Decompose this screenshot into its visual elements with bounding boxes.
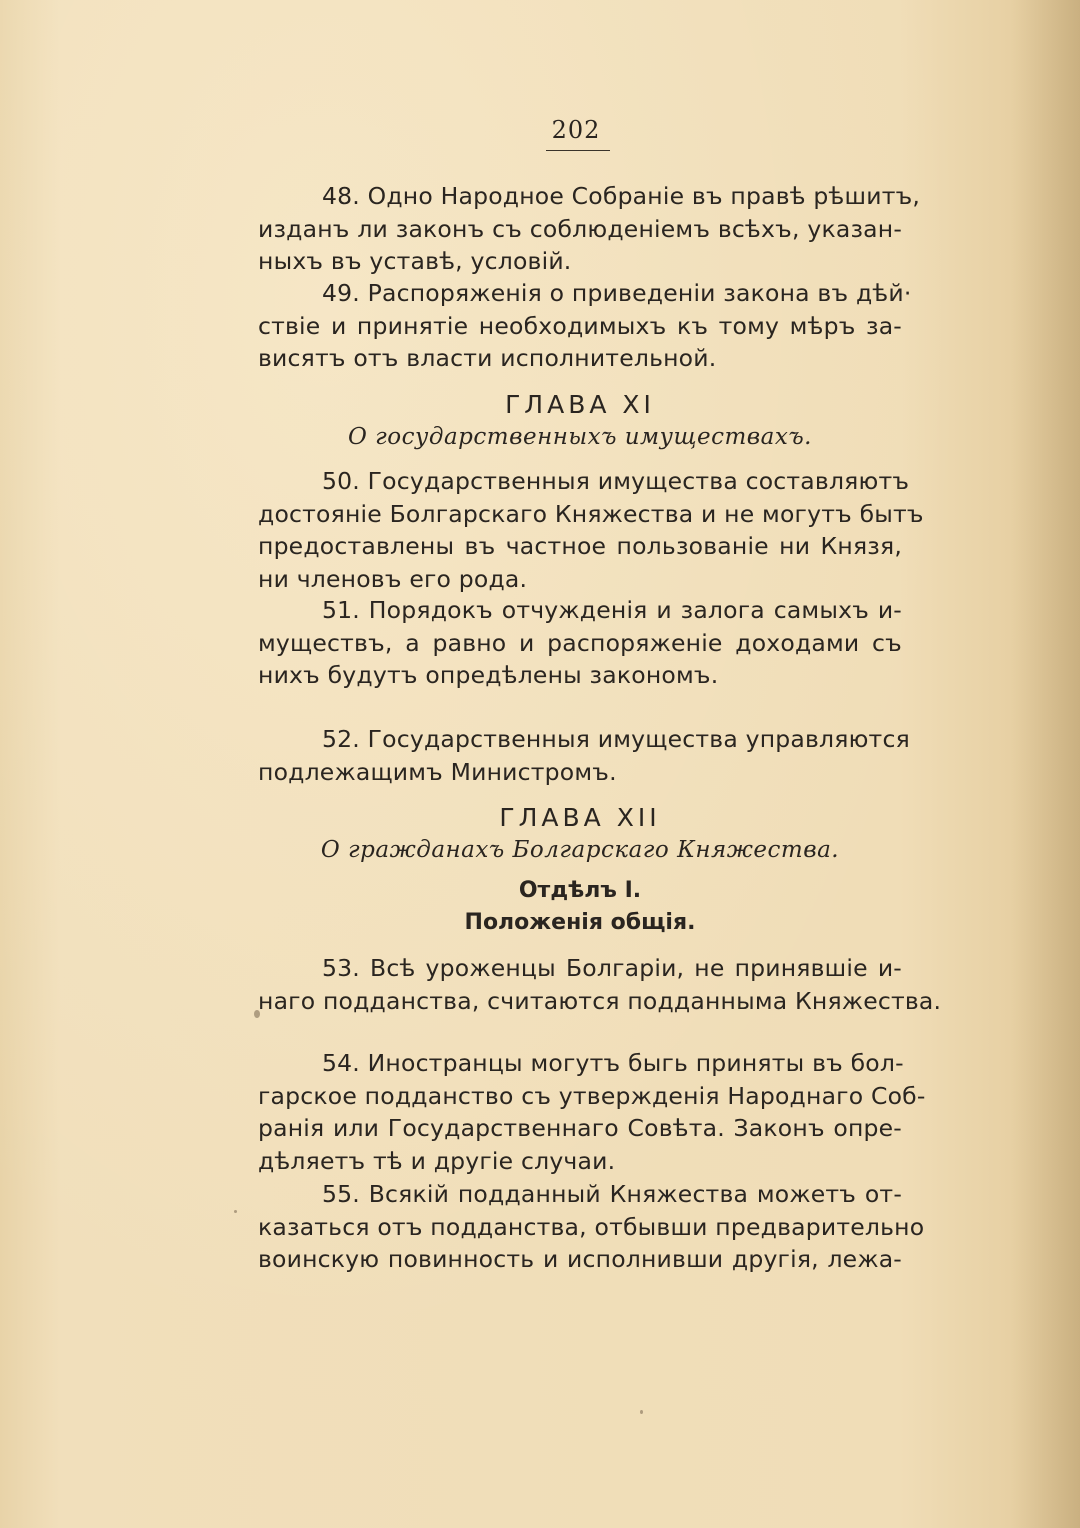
paragraph-line: изданъ ли законъ съ соблюденіемъ всѣхъ, указан- — [258, 214, 902, 243]
chapter-11-subtitle: О государственныхъ имуществахъ. — [348, 424, 812, 450]
paragraph-line: нихъ будутъ опредѣлены закономъ. — [258, 661, 719, 689]
paragraph-51 — [258, 594, 902, 692]
paragraph-line: ранія или Государственнаго Совѣта. Законъ опре- — [258, 1114, 902, 1142]
paragraph-line: 52. Государственныя имущества управляются — [322, 725, 910, 753]
paragraph-line: 51. Порядокъ отчужденія и залога самыхъ и- — [322, 596, 902, 624]
paragraph-line: 53. Всѣ уроженцы Болгаріи, не принявшіе и- — [322, 954, 902, 982]
page-number: 202 — [551, 116, 601, 144]
paragraph-54 — [258, 1047, 926, 1177]
paragraph-49 — [258, 277, 912, 375]
paragraph-line: достояніе Болгарскаго Княжества и не могутъ бытъ — [258, 499, 924, 528]
paragraph-line: дѣляетъ тѣ и другіе случаи. — [258, 1146, 616, 1175]
paragraph-52 — [258, 723, 910, 788]
paragraph-line: предоставлены въ частное пользованіе ни Князя, — [258, 532, 902, 560]
paragraph-line: 54. Иностранцы могутъ быгь приняты въ бол- — [322, 1049, 904, 1077]
paragraph-line: ни членовъ его рода. — [258, 564, 528, 593]
paragraph-line: подлежащимъ Министромъ. — [258, 757, 617, 786]
paragraph-line: наго подданства, считаются подданныма Княжества. — [258, 986, 942, 1015]
paragraph-55 — [258, 1178, 925, 1276]
section-label: Отдѣлъ I. — [518, 878, 642, 903]
paragraph-line: 49. Распоряженія о приведеніи закона въ дѣй· — [322, 279, 912, 307]
ink-speck — [234, 1210, 237, 1213]
chapter-11-title: ГЛАВА XI — [505, 390, 655, 419]
chapter-12-title: ГЛАВА XII — [499, 803, 661, 832]
paragraph-50 — [258, 465, 924, 595]
paragraph-line: муществъ, а равно и распоряженіе доходами съ — [258, 628, 902, 657]
paragraph-line: ствіе и принятіе необходимыхъ къ тому мѣръ за- — [258, 311, 902, 340]
paragraph-line: казаться отъ подданства, отбывши предварительно — [258, 1212, 925, 1241]
paragraph-53 — [258, 952, 942, 1017]
page-edge-shadow — [1010, 0, 1080, 1528]
chapter-12-subtitle: О гражданахъ Болгарскаго Княжества. — [320, 837, 840, 863]
paragraph-line: 55. Всякій подданный Княжества можетъ от- — [322, 1180, 902, 1208]
paragraph-line: висятъ отъ власти исполнительной. — [258, 344, 717, 372]
paragraph-line: ныхъ въ уставѣ, условій. — [258, 247, 572, 275]
page-number-rule — [546, 150, 610, 151]
section-title: Положенія общія. — [464, 910, 696, 935]
paragraph-line: воинскую повинность и исполнивши другія, лежа- — [258, 1245, 902, 1273]
paragraph-line: 50. Государственныя имущества составляютъ — [322, 467, 910, 495]
ink-speck — [640, 1410, 643, 1414]
paragraph-48 — [258, 180, 921, 278]
paragraph-line: 48. Одно Народное Собраніе въ правѣ рѣшитъ, — [322, 182, 921, 210]
paragraph-line: гарское подданство съ утвержденія Народнаго Соб- — [258, 1081, 926, 1110]
